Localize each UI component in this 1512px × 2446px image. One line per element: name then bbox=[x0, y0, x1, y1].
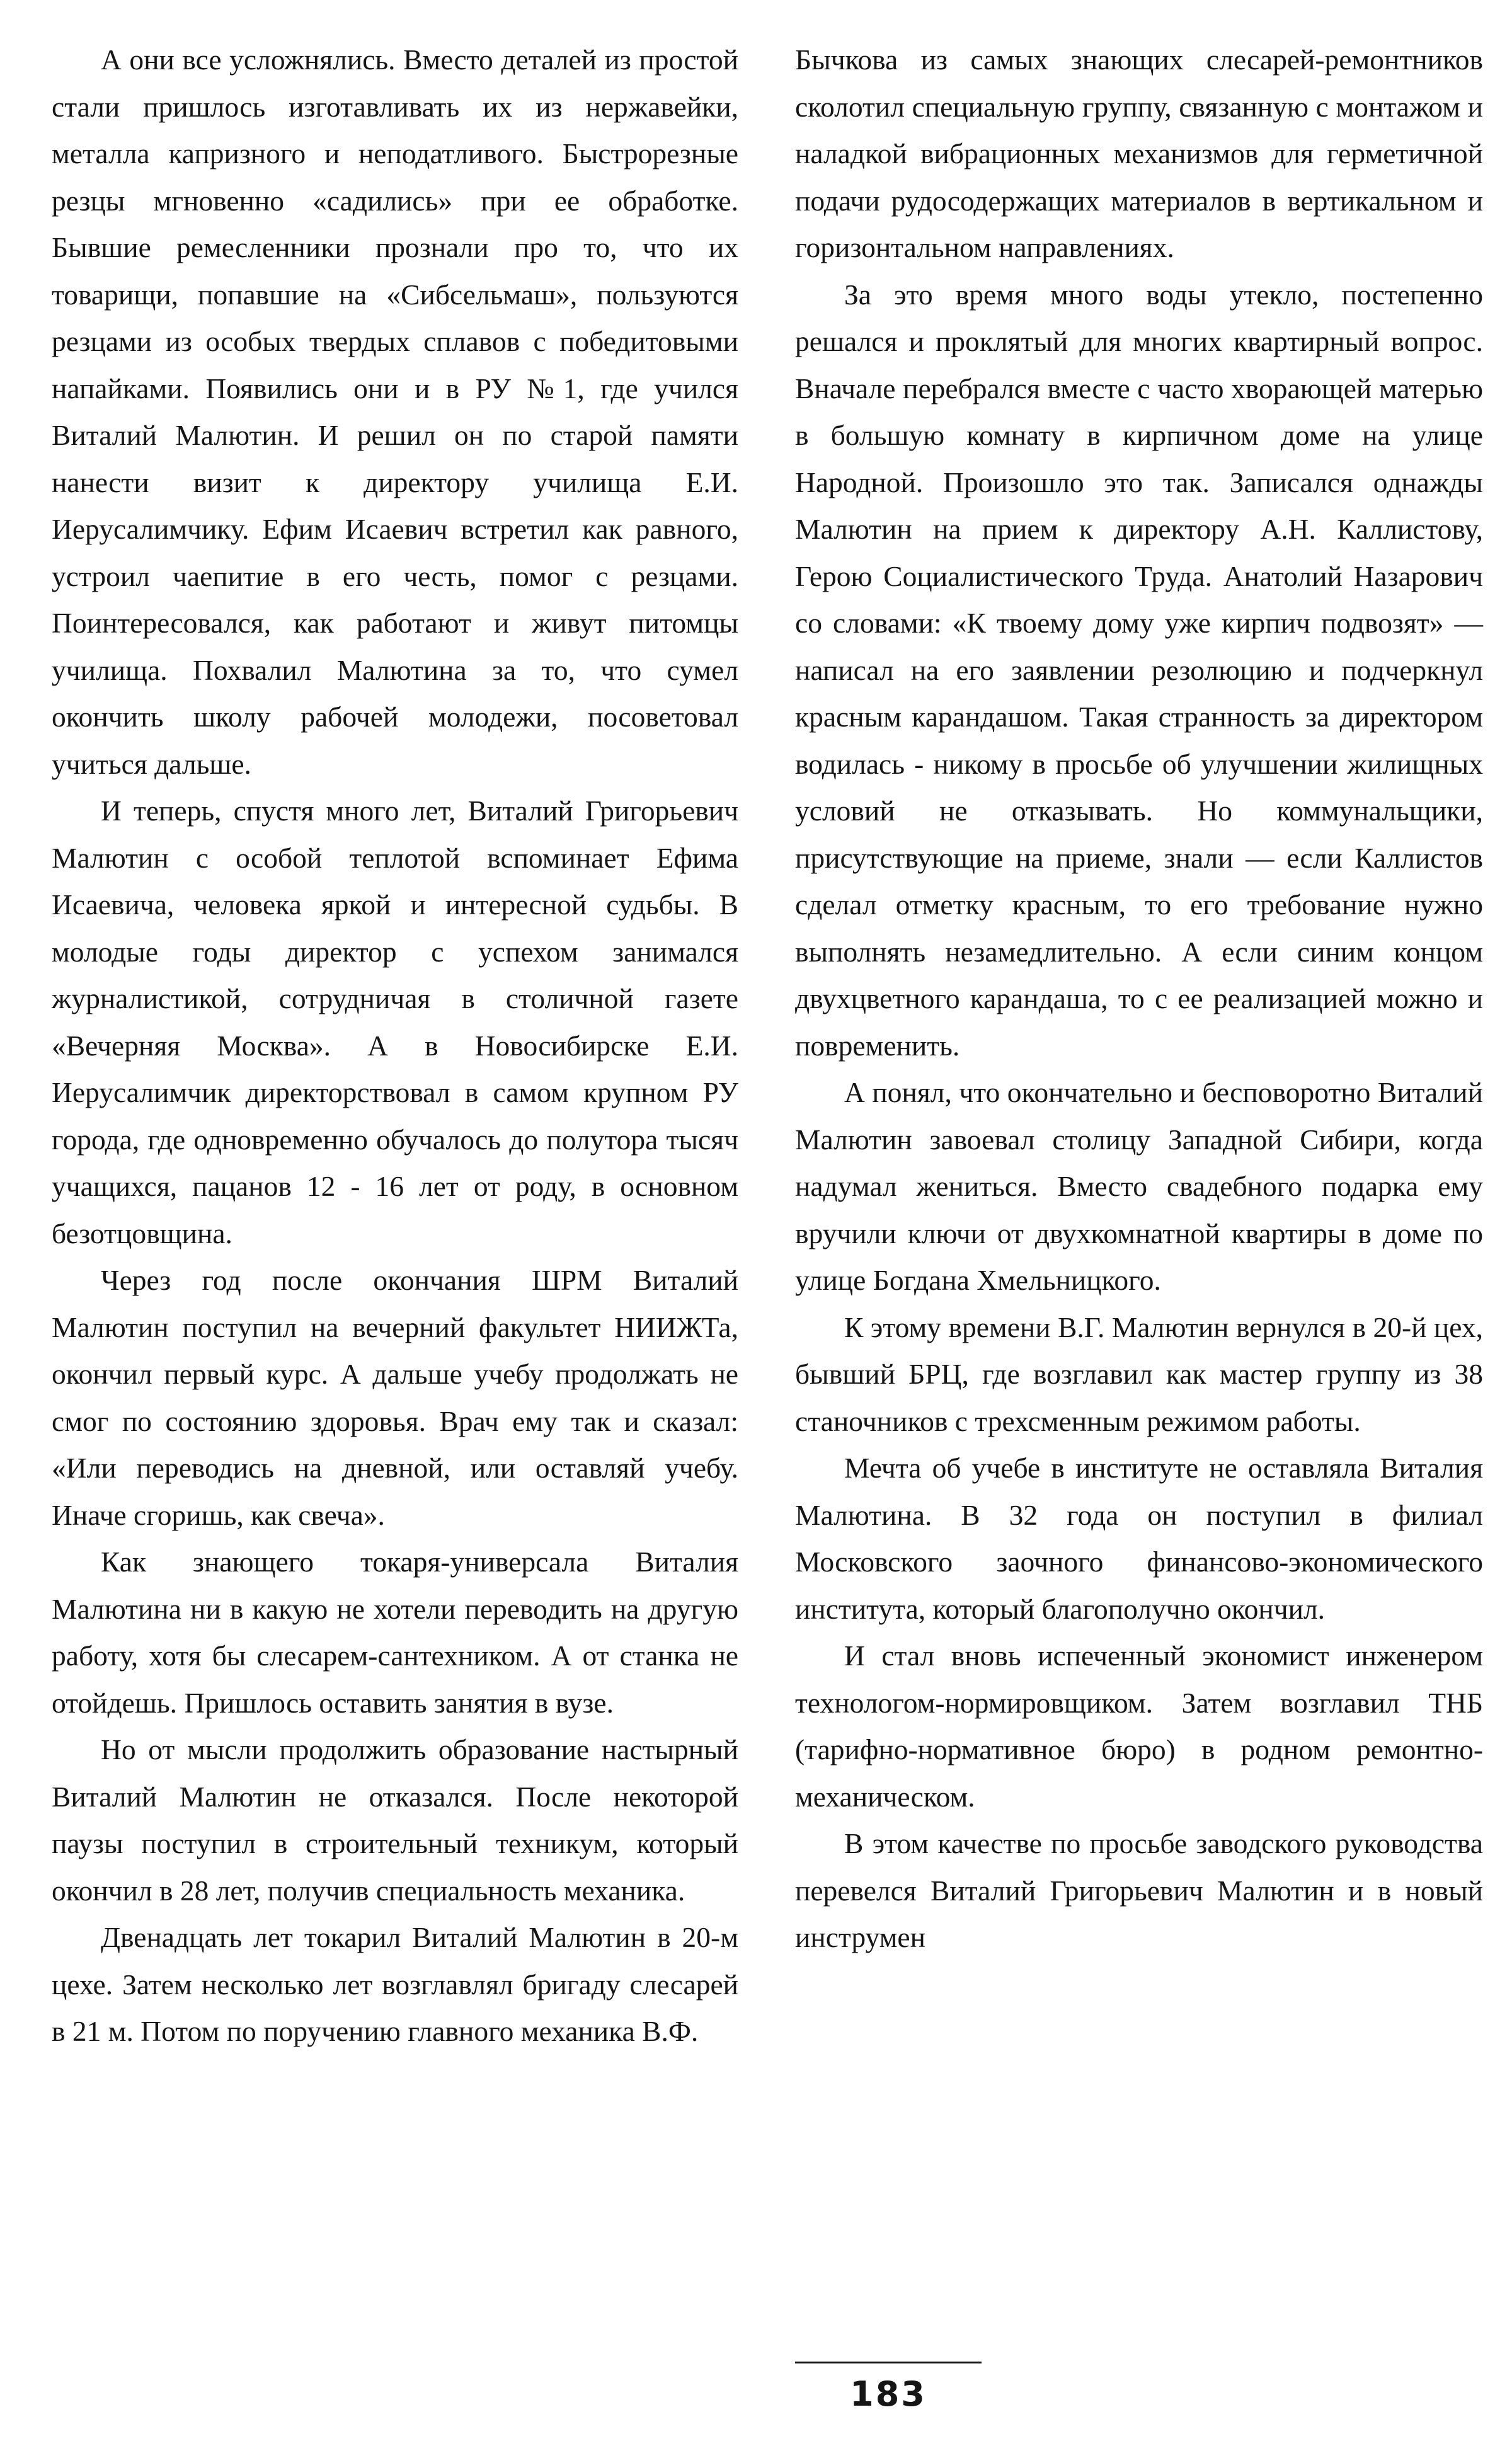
paragraph: Через год после окончания ШРМ Виталий Малютин поступил на вечерний факультет НИИЖТа, окончил первый курс. А дальше учебу продолжать не смог по состоянию здоровья. Врач ему так и сказал: «Или переводись на дневной, или оставляй учебу. Иначе сгоришь, как свеча». bbox=[52, 1264, 738, 1531]
left-text-column bbox=[52, 37, 738, 2055]
paragraph: К этому времени В.Г. Малютин вернулся в 20-й цех, бывший БРЦ, где возглавил как мастер группу из 38 станочников с трехсменным режимом работы. bbox=[795, 1311, 1483, 1437]
page-number: 183 bbox=[850, 2374, 927, 2414]
paragraph: А понял, что окончательно и бесповоротно Виталий Малютин завоевал столицу Западной Сибири, когда надумал жениться. Вместо свадебного подарка ему вручили ключи от двухкомнатной квартиры в доме по улице Богдана Хмельницкого. bbox=[795, 1076, 1483, 1296]
page-number-rule bbox=[795, 2362, 982, 2363]
right-text-column bbox=[795, 37, 1483, 1961]
paragraph: Как знающего токаря-универсала Виталия Малютина ни в какую не хотели переводить на другую работу, хотя бы слесарем-сантехником. А от станка не отойдешь. Пришлось оставить занятия в вузе. bbox=[52, 1546, 738, 1719]
paragraph: Но от мысли продолжить образование настырный Виталий Малютин не отказался. После некоторой паузы поступил в строительный техникум, который окончил в 28 лет, получив специальность механика. bbox=[52, 1733, 738, 1907]
paragraph: И теперь, спустя много лет, Виталий Григорьевич Малютин с особой теплотой вспоминает Ефима Исаевича, человека яркой и интересной судьбы. В молодые годы директор с успехом занимался журналистикой, сотрудничая в столичной газете «Вечерняя Москва». А в Новосибирске Е.И. Иерусалимчик директорствовал в самом крупном РУ города, где одновременно обучалось до полутора тысяч учащихся, пацанов 12 - 16 лет от роду, в основном безотцовщина. bbox=[52, 795, 738, 1249]
paragraph: В этом качестве по просьбе заводского руководства перевелся Виталий Григорьевич Малютин и в новый инструмен bbox=[795, 1827, 1483, 1953]
paragraph: Двенадцать лет токарил Виталий Малютин в 20-м цехе. Затем несколько лет возглавлял бригаду слесарей в 21 м. Потом по поручению главного механика В.Ф. bbox=[52, 1921, 738, 2047]
paragraph: За это время много воды утекло, постепенно решался и проклятый для многих квартирный вопрос. Вначале перебрался вместе с часто хворающей матерью в большую комнату в кирпичном доме на улице Народной. Произошло это так. Записался однажды Малютин на прием к директору А.Н. Каллистову, Герою Социалистического Труда. Анатолий Назарович со словами: «К твоему дому уже кирпич подвозят» — написал на его заявлении резолюцию и подчеркнул красным карандашом. Такая странность за директором водилась - никому в просьбе об улучшении жилищных условий не отказывать. Но коммунальщики, присутствующие на приеме, знали — если Каллистов сделал отметку красным, то его требование нужно выполнять незамедлительно. А если синим концом двухцветного карандаша, то с ее реализацией можно и повременить. bbox=[795, 278, 1483, 1062]
paragraph: А они все усложнялись. Вместо деталей из простой стали пришлось изготавливать их из нержавейки, металла капризного и неподатливого. Быстрорезные резцы мгновенно «садились» при ее обработке. Бывшие ремесленники прознали про то, что их товарищи, попавшие на «Сибсельмаш», пользуются резцами из особых твердых сплавов с победитовыми напайками. Появились они и в РУ №1, где учился Виталий Малютин. И решил он по старой памяти нанести визит к директору училища Е.И. Иерусалимчику. Ефим Исаевич встретил как равного, устроил чаепитие в его честь, помог с резцами. Поинтересовался, как работают и живут питомцы училища. Похвалил Малютина за то, что сумел окончить школу рабочей молодежи, посоветовал учиться дальше. bbox=[52, 43, 738, 780]
continued-paragraph: Бычкова из самых знающих слесарей-ремонтников сколотил специальную группу, связанную с монтажом и наладкой вибрационных механизмов для герметичной подачи рудосодержащих материалов в вертикальном и горизонтальном направлениях. bbox=[795, 43, 1483, 263]
paragraph: Мечта об учебе в институте не оставляла Виталия Малютина. В 32 года он поступил в филиал Московского заочного финансово-экономического института, который благополучно окончил. bbox=[795, 1452, 1483, 1625]
paragraph: И стал вновь испеченный экономист инженером технологом-нормировщиком. Затем возглавил ТНБ (тарифно-нормативное бюро) в родном ремонтно-механическом. bbox=[795, 1639, 1483, 1813]
